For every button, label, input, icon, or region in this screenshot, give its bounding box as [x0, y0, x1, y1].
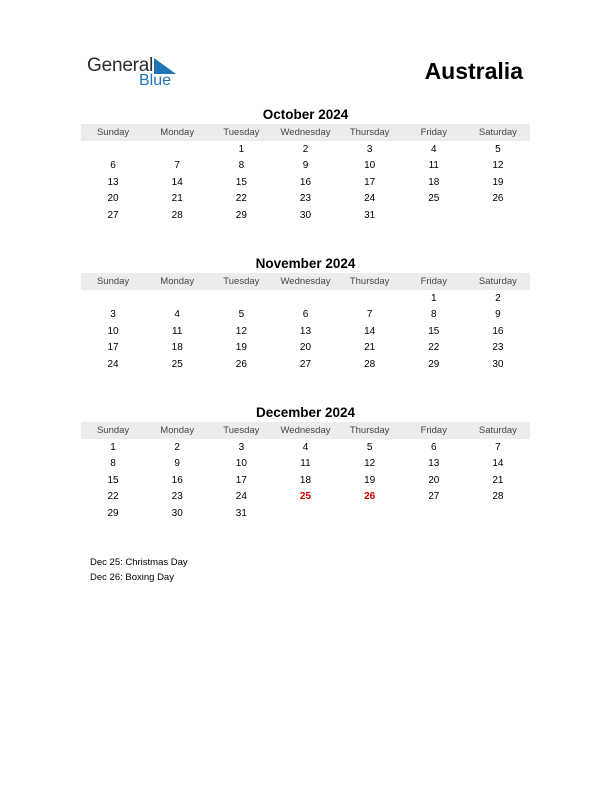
day-cell: 30: [171, 507, 183, 519]
day-cell: 23: [492, 342, 504, 354]
day-cell: 21: [364, 342, 376, 354]
day-cell: 26: [364, 491, 376, 503]
weekday-label: Thursday: [349, 276, 390, 287]
week-row: [81, 439, 530, 456]
day-cell: 24: [107, 358, 119, 370]
week-row: [81, 207, 530, 224]
month-title: October 2024: [262, 107, 349, 122]
day-cell: 16: [299, 176, 312, 188]
day-cell: 20: [428, 474, 440, 486]
holiday-note: Dec 26: Boxing Day: [90, 572, 174, 583]
week-row: [81, 307, 530, 324]
general-blue-logo: [87, 55, 187, 91]
week-row: [81, 340, 530, 357]
day-cell: 2: [495, 292, 501, 304]
country-title: Australia: [424, 58, 523, 84]
day-cell: 25: [171, 358, 183, 370]
day-cell: 17: [107, 342, 119, 354]
weekday-label: Wednesday: [280, 425, 331, 436]
day-cell: 27: [299, 358, 312, 370]
day-grid: [81, 290, 530, 373]
day-cell: 2: [302, 143, 309, 155]
day-cell: 3: [110, 309, 116, 321]
day-cell: 13: [107, 176, 119, 188]
day-cell: 23: [171, 491, 183, 503]
day-cell: 31: [235, 507, 247, 519]
day-cell: 6: [430, 441, 437, 453]
day-cell: 10: [364, 160, 376, 172]
weekday-label: Thursday: [349, 425, 390, 436]
day-cell: 11: [300, 458, 311, 470]
weekday-label: Friday: [420, 425, 447, 436]
day-cell: 15: [428, 325, 440, 337]
day-cell: 6: [302, 309, 309, 321]
day-cell: 1: [430, 292, 437, 304]
day-cell: 7: [495, 441, 501, 453]
day-cell: 19: [364, 474, 376, 486]
day-cell: 15: [107, 474, 119, 486]
weekday-label: Wednesday: [280, 276, 331, 287]
day-cell: 28: [171, 209, 183, 221]
weekday-label: Sunday: [96, 425, 130, 436]
day-cell: 9: [302, 160, 309, 172]
day-cell: 5: [366, 441, 373, 453]
day-cell: 21: [171, 193, 183, 205]
weekday-label: Tuesday: [223, 276, 260, 287]
day-cell: 23: [299, 193, 312, 205]
month-title: November 2024: [255, 256, 356, 271]
day-cell: 7: [174, 160, 180, 172]
weekday-label: Saturday: [478, 127, 517, 138]
week-row: [81, 489, 530, 506]
day-cell: 18: [171, 342, 183, 354]
day-cell: 21: [492, 474, 504, 486]
weekday-label: Monday: [160, 127, 195, 138]
day-cell: 12: [235, 325, 247, 337]
week-row: [81, 323, 530, 340]
week-row: [81, 191, 530, 208]
weekday-label: Thursday: [349, 127, 390, 138]
weekday-label: Monday: [160, 425, 195, 436]
day-cell: 8: [238, 160, 245, 172]
weekday-label: Monday: [160, 276, 195, 287]
weekday-label: Friday: [420, 276, 447, 287]
day-cell: 28: [364, 358, 376, 370]
logo-text-blue: Blue: [139, 72, 172, 89]
day-cell: 8: [430, 309, 437, 321]
day-cell: 8: [110, 458, 116, 470]
day-cell: 2: [174, 441, 180, 453]
weekday-label: Saturday: [478, 425, 517, 436]
day-grid: [81, 439, 530, 522]
weekday-label: Sunday: [96, 276, 130, 287]
day-cell: 3: [238, 441, 245, 453]
weekday-label: Sunday: [96, 127, 130, 138]
day-cell: 29: [428, 358, 440, 370]
day-cell: 11: [428, 160, 439, 172]
day-cell: 27: [107, 209, 119, 221]
day-cell: 22: [235, 193, 247, 205]
week-row: [81, 472, 530, 489]
weekday-label: Tuesday: [223, 127, 260, 138]
week-row: [81, 158, 530, 175]
day-cell: 14: [171, 176, 183, 188]
week-row: [81, 141, 530, 158]
day-cell: 15: [235, 176, 247, 188]
week-row: [81, 456, 530, 473]
day-cell: 12: [364, 458, 376, 470]
weekday-header: [81, 124, 530, 141]
day-cell: 24: [364, 193, 376, 205]
day-cell: 25: [428, 193, 440, 205]
day-cell: 6: [110, 160, 116, 172]
logo-text-general: General: [87, 55, 154, 76]
day-cell: 18: [299, 474, 312, 486]
day-cell: 5: [238, 309, 245, 321]
month-title: December 2024: [255, 405, 356, 420]
week-row: [81, 356, 530, 373]
day-grid: [81, 141, 530, 224]
day-cell: 7: [366, 309, 373, 321]
month-october: [81, 106, 530, 224]
day-cell: 14: [492, 458, 504, 470]
day-cell: 16: [171, 474, 183, 486]
day-cell: 29: [107, 507, 119, 519]
month-november: [81, 255, 530, 373]
day-cell: 10: [235, 458, 247, 470]
day-cell: 13: [428, 458, 440, 470]
weekday-label: Wednesday: [280, 127, 331, 138]
day-cell: 17: [364, 176, 376, 188]
day-cell: 17: [235, 474, 247, 486]
day-cell: 19: [492, 176, 504, 188]
day-cell: 18: [428, 176, 440, 188]
holiday-notes: [90, 555, 188, 585]
day-cell: 26: [492, 193, 504, 205]
day-cell: 22: [107, 491, 119, 503]
day-cell: 9: [174, 458, 180, 470]
day-cell: 9: [495, 309, 501, 321]
day-cell: 20: [299, 342, 312, 354]
day-cell: 1: [110, 441, 116, 453]
week-row: [81, 290, 530, 307]
day-cell: 30: [492, 358, 504, 370]
month-december: [81, 404, 530, 522]
day-cell: 22: [428, 342, 440, 354]
holiday-note: Dec 25: Christmas Day: [90, 557, 188, 568]
day-cell: 4: [174, 309, 180, 321]
day-cell: 25: [299, 491, 312, 503]
weekday-label: Saturday: [478, 276, 517, 287]
day-cell: 27: [428, 491, 440, 503]
day-cell: 30: [299, 209, 312, 221]
day-cell: 29: [235, 209, 247, 221]
day-cell: 12: [492, 160, 504, 172]
weekday-label: Friday: [420, 127, 447, 138]
day-cell: 1: [238, 143, 245, 155]
week-row: [81, 174, 530, 191]
day-cell: 28: [492, 491, 504, 503]
day-cell: 4: [430, 143, 437, 155]
day-cell: 4: [302, 441, 309, 453]
day-cell: 3: [366, 143, 373, 155]
week-row: [81, 505, 530, 522]
day-cell: 14: [364, 325, 376, 337]
day-cell: 24: [235, 491, 247, 503]
day-cell: 10: [107, 325, 119, 337]
day-cell: 31: [364, 209, 376, 221]
weekday-header: [81, 273, 530, 290]
day-cell: 13: [299, 325, 312, 337]
day-cell: 16: [492, 325, 504, 337]
day-cell: 19: [235, 342, 247, 354]
day-cell: 26: [235, 358, 247, 370]
weekday-label: Tuesday: [223, 425, 260, 436]
weekday-header: [81, 422, 530, 439]
day-cell: 11: [172, 325, 183, 337]
day-cell: 5: [495, 143, 501, 155]
day-cell: 20: [107, 193, 119, 205]
